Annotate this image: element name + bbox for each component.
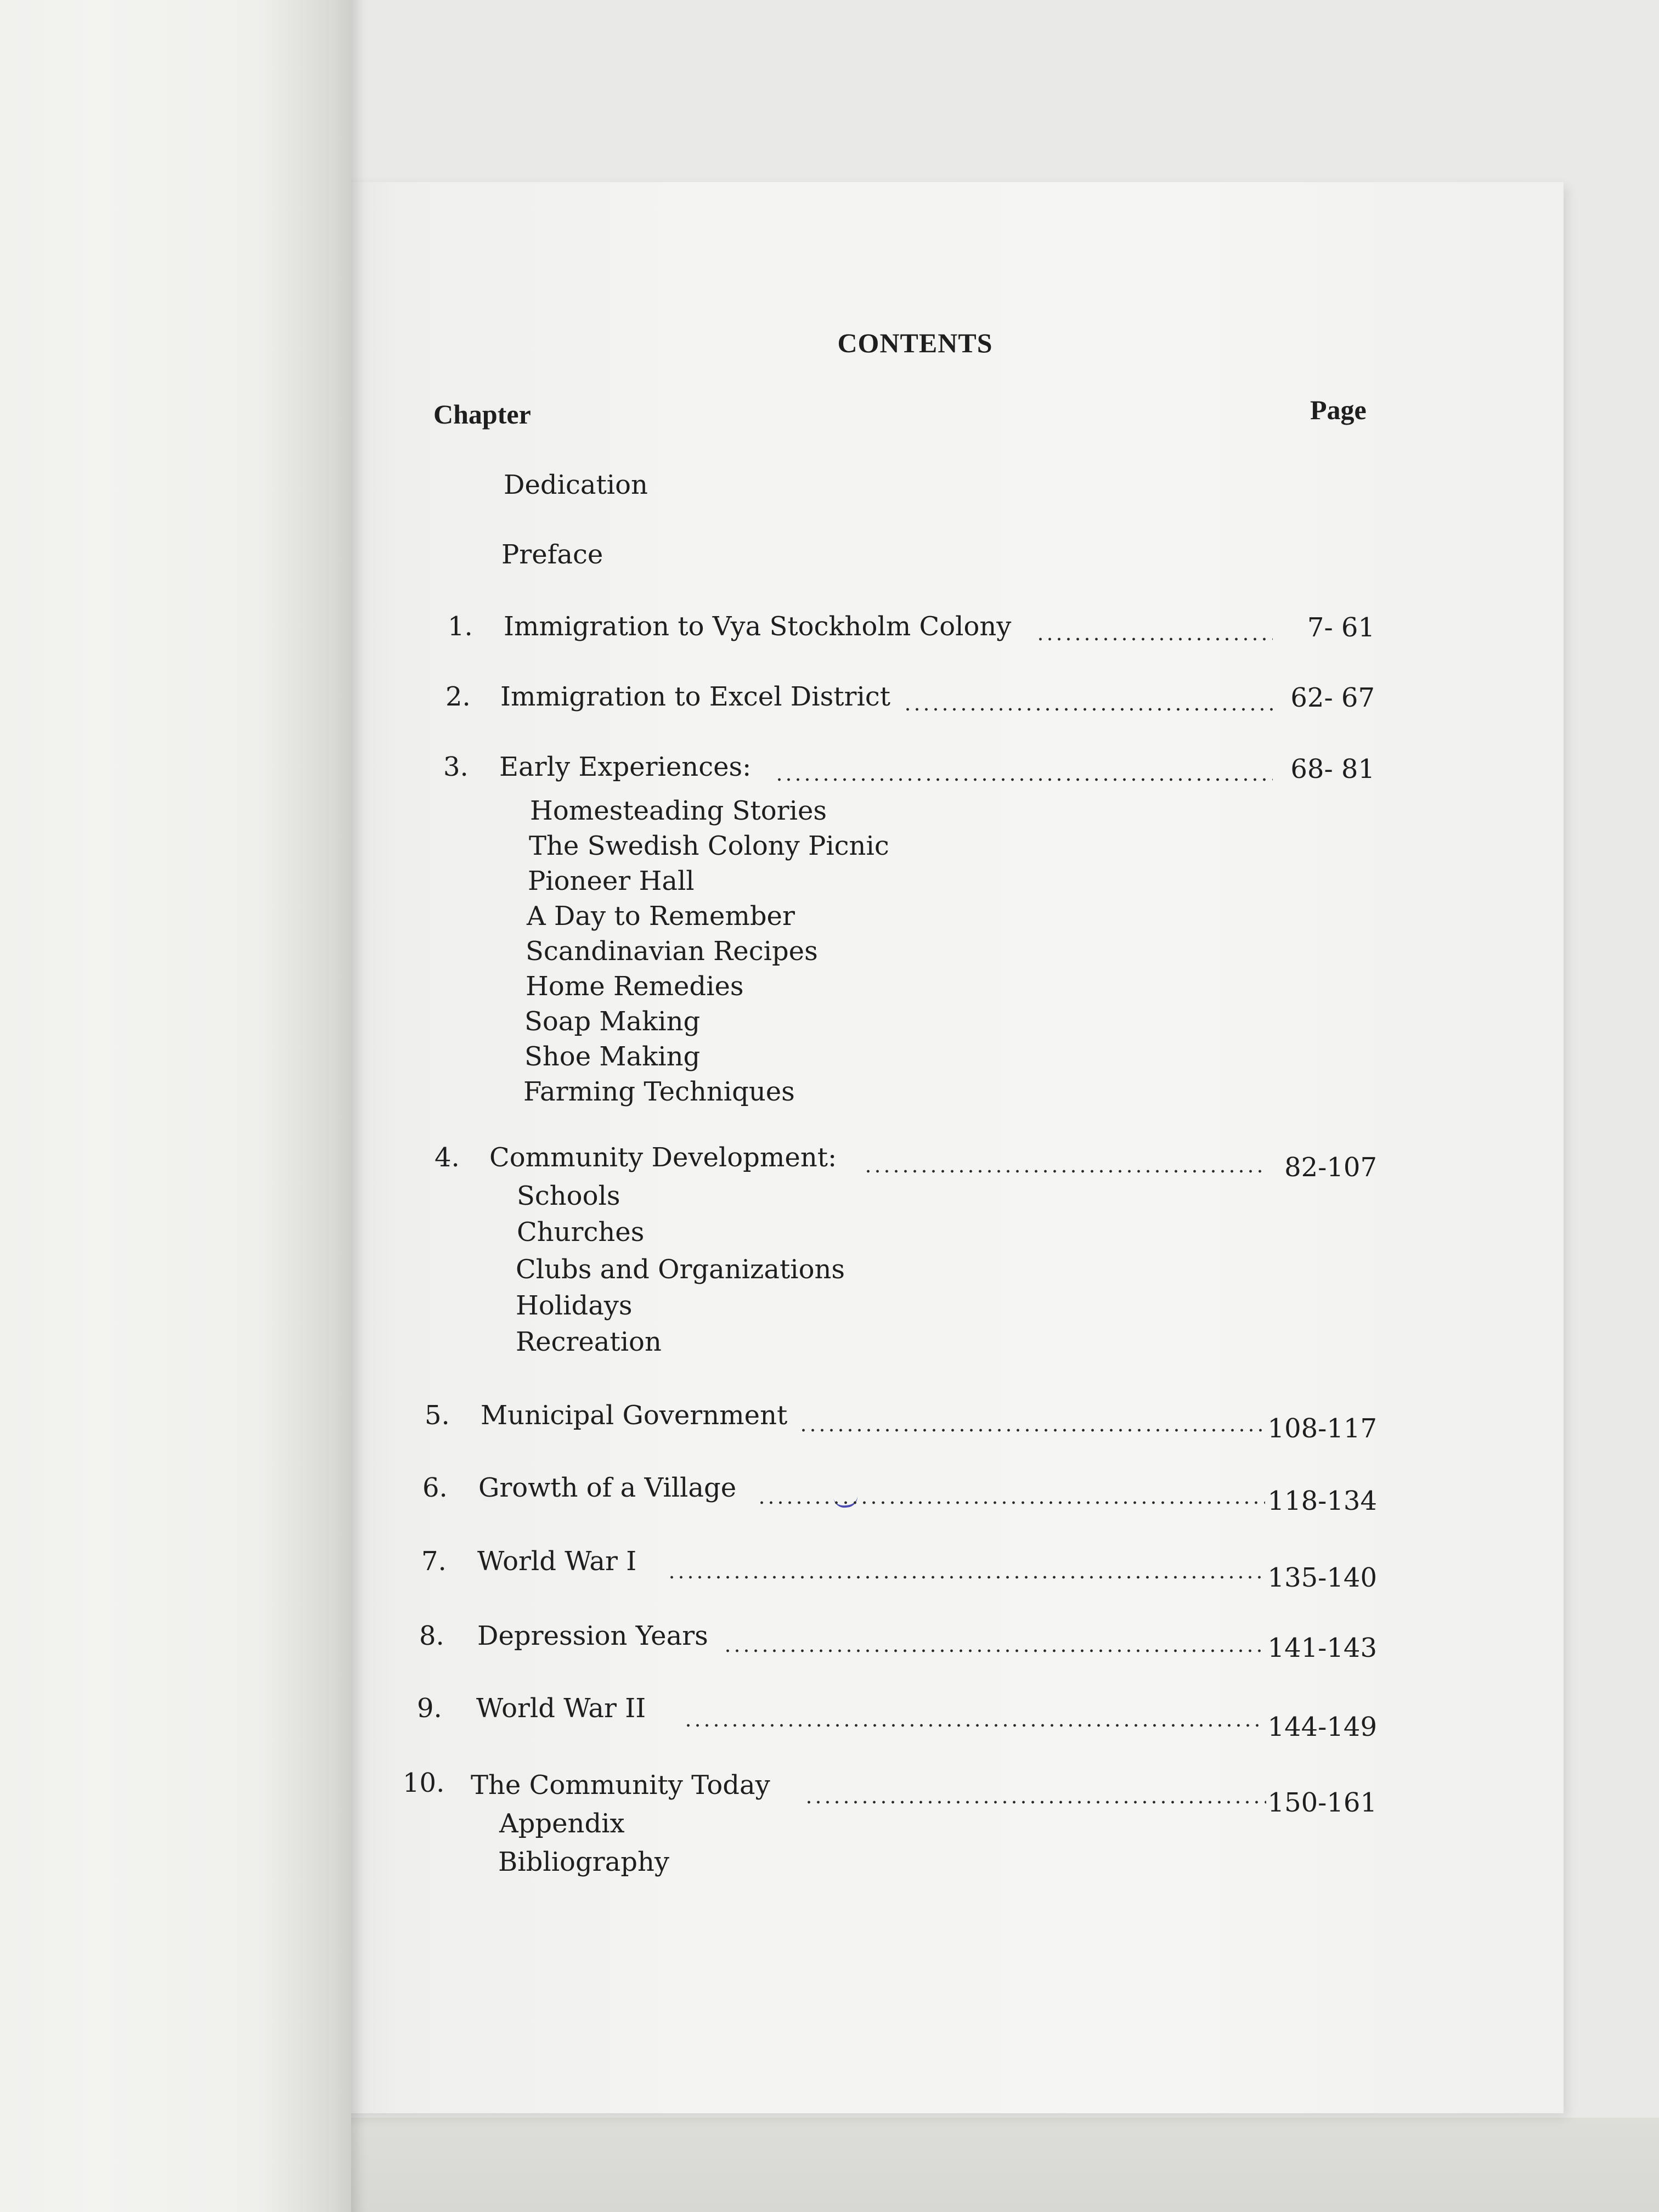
subsection-item: Farming Techniques [523,1076,795,1107]
chapter-number: 2. [445,681,471,712]
chapter-pages: 144-149 [1267,1712,1377,1742]
chapter-number: 7. [421,1546,447,1577]
chapter-title: Community Development: [489,1142,837,1173]
subsection-item: Churches [517,1217,645,1248]
subsection-item: Scandinavian Recipes [526,936,818,967]
dot-leader [799,1427,1265,1433]
front-matter-preface: Preface [501,539,603,570]
chapter-pages: 108-117 [1267,1413,1377,1444]
subsection-item: Schools [517,1181,620,1211]
chapter-number: 6. [422,1472,448,1503]
dot-leader [723,1648,1266,1654]
subsection-item: Recreation [516,1327,662,1357]
subsection-item: Pioneer Hall [528,866,695,896]
chapter-pages: 62- 67 [1290,682,1375,713]
front-matter-dedication: Dedication [504,470,648,500]
chapter-pages: 118-134 [1267,1486,1377,1516]
curled-left-page [0,0,351,2212]
subsection-item: Holidays [516,1290,633,1321]
dot-leader [864,1169,1267,1174]
chapter-number: 8. [419,1621,444,1651]
subsection-item: Appendix [499,1808,625,1839]
subsection-item: A Day to Remember [527,901,795,932]
dot-leader [775,777,1273,782]
chapter-pages: 150-161 [1267,1787,1377,1818]
subsection-item: Bibliography [498,1847,669,1877]
chapter-title: World War II [476,1693,646,1724]
subsection-item: Home Remedies [526,971,744,1002]
dot-leader [667,1575,1265,1580]
subsection-item: Shoe Making [524,1041,701,1072]
contents-heading: CONTENTS [837,328,993,358]
chapter-title: Early Experiences: [499,752,752,782]
chapter-number: 1. [448,611,473,642]
chapter-pages: 68- 81 [1290,754,1375,785]
dot-leader [684,1723,1265,1728]
chapter-number: 9. [417,1693,442,1724]
page-column-label: Page [1310,394,1367,425]
chapter-title: World War I [477,1546,637,1577]
chapter-title: The Community Today [471,1770,770,1801]
chapter-title: Municipal Government [481,1400,788,1431]
subsection-item: Soap Making [524,1006,701,1037]
chapter-pages: 7- 61 [1307,612,1375,643]
chapter-title: Immigration to Vya Stockholm Colony [504,611,1012,642]
chapter-number: 3. [443,752,469,782]
chapter-title: Depression Years [477,1621,708,1651]
dot-leader [903,707,1273,712]
chapter-number: 10. [403,1768,445,1798]
chapter-pages: 82-107 [1284,1152,1377,1183]
chapter-pages: 141-143 [1267,1633,1377,1663]
chapter-pages: 135-140 [1267,1562,1377,1593]
subsection-item: Homesteading Stories [530,795,827,826]
chapter-title: Growth of a Village [478,1472,737,1503]
chapter-number: 4. [435,1142,460,1173]
dot-leader [757,1500,1265,1505]
chapter-column-label: Chapter [433,399,531,430]
subsection-item: The Swedish Colony Picnic [529,831,889,861]
chapter-title: Immigration to Excel District [500,681,891,712]
dot-leader [804,1799,1266,1805]
chapter-number: 5. [425,1400,450,1431]
subsection-item: Clubs and Organizations [516,1254,845,1285]
